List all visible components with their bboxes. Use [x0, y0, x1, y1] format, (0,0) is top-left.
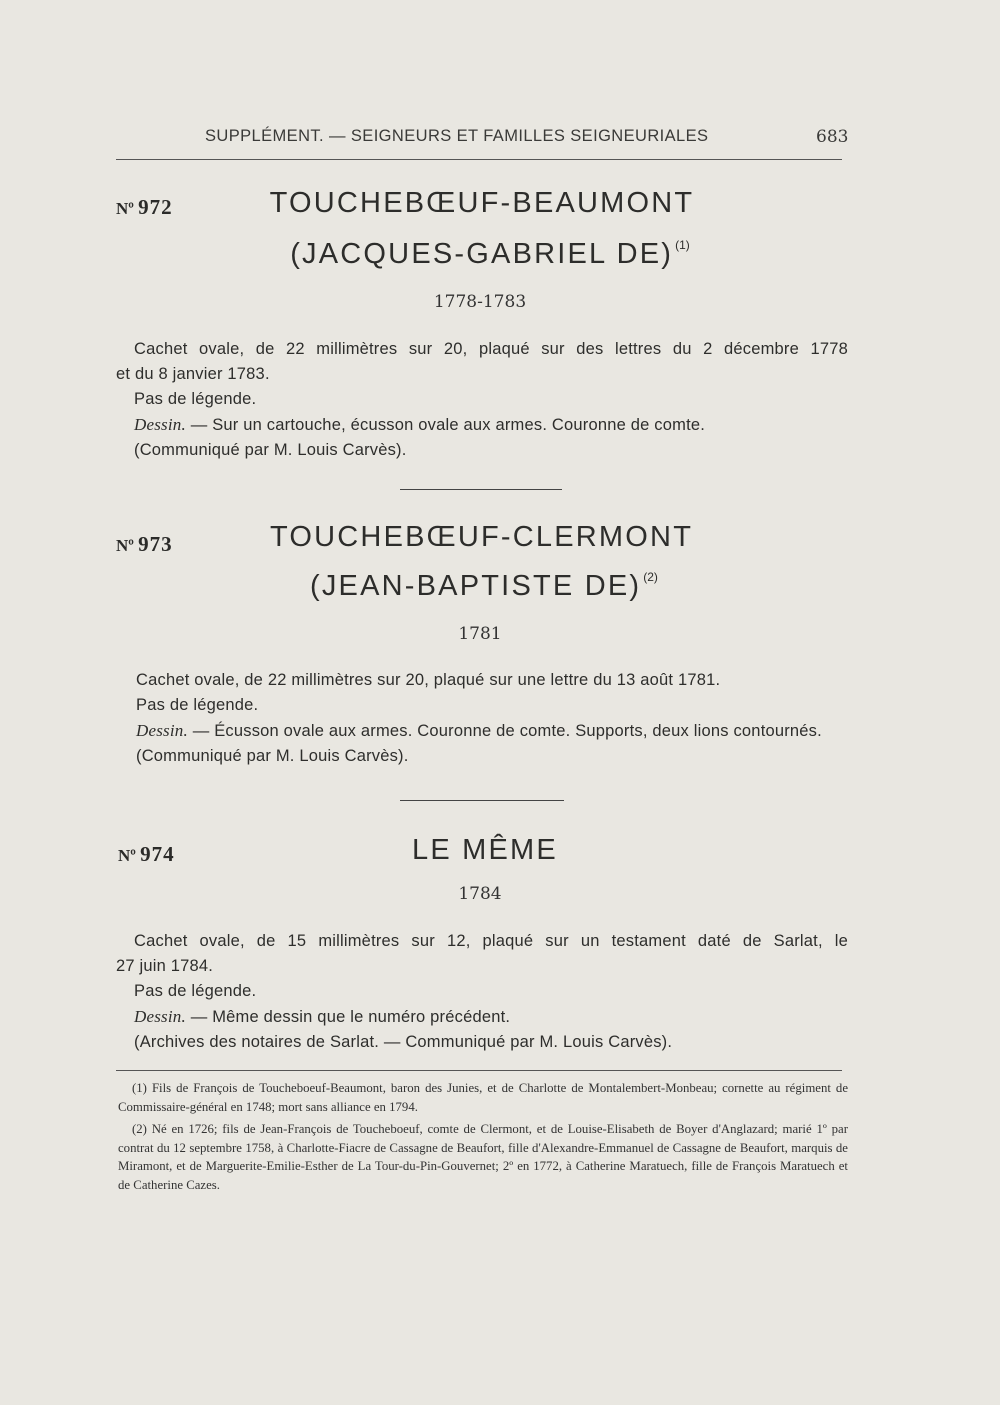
description-line: Cachet ovale, de 15 millimètres sur 12, plaqué sur un testament daté de Sarlat, le	[134, 932, 848, 950]
drawing-label: Dessin.	[134, 1007, 186, 1026]
footnote-2: (2) Né en 1726; fils de Jean-François de Toucheboeuf, comte de Clermont, et de Louise-Elisabeth de Boyer d'Anglazard; marié 1º par contrat du 12 septembre 1758, à Charlotte-Fiacre de Cassagne de Beaufort, fille d'Alexandre-Emmanuel de Cassagne de Beaufort, marquis de Miramont, et de Marguerite-Emilie-Esther de La Tour-du-Pin-Gouvernet; 2º en 1772, à Catherine Maratuech, fille de François Maratuech et de Catherine Cazes.	[118, 1122, 848, 1192]
entry-number-value: 972	[138, 195, 173, 219]
entry-title-name: (JACQUES-GABRIEL DE)	[290, 238, 674, 270]
entry-body-974	[116, 929, 848, 1055]
source-credit: (Archives des notaires de Sarlat. — Communiqué par M. Louis Carvès).	[134, 1033, 673, 1051]
footnote-ref-2: (2)	[643, 570, 658, 584]
entry-title-line2	[310, 570, 658, 603]
drawing-description	[116, 1004, 848, 1030]
footnotes	[118, 1079, 848, 1199]
entry-number-prefix: Nº	[116, 199, 134, 218]
entry-year: 1784	[458, 884, 502, 904]
entry-title-line2	[280, 238, 700, 271]
running-title: SUPPLÉMENT. — SEIGNEURS ET FAMILLES SEIGNEURIALES	[205, 127, 709, 145]
entry-title-line1: TOUCHEBŒUF-CLERMONT	[270, 521, 694, 553]
drawing-description	[118, 718, 850, 744]
section-separator	[400, 489, 562, 490]
drawing-description	[116, 412, 848, 438]
drawing-text: — Écusson ovale aux armes. Couronne de comte. Supports, deux lions contournés.	[187, 722, 822, 740]
description-line: Cachet ovale, de 22 millimètres sur 20, plaqué sur des lettres du 2 décembre 1778	[134, 340, 848, 358]
source-credit: (Communiqué par M. Louis Carvès).	[134, 441, 407, 459]
entry-number-value: 973	[138, 532, 173, 556]
entry-number-prefix: Nº	[116, 536, 134, 555]
entry-title-name: (JEAN-BAPTISTE DE)	[310, 570, 642, 602]
page-number: 683	[816, 127, 849, 147]
header-rule	[116, 159, 842, 160]
footnote-1: (1) Fils de François de Toucheboeuf-Beaumont, baron des Junies, et de Charlotte de Montalembert-Monbeau; cornette au régiment de Commissaire-général en 1748; mort sans alliance en 1794.	[118, 1081, 848, 1114]
description-line: 27 juin 1784.	[116, 957, 214, 975]
entry-number-973	[116, 532, 173, 557]
entry-number-974	[118, 842, 175, 867]
entry-number-value: 974	[140, 842, 175, 866]
description-line: Cachet ovale, de 22 millimètres sur 20, plaqué sur une lettre du 13 août 1781.	[136, 671, 721, 689]
description-line: et du 8 janvier 1783.	[116, 365, 270, 383]
entry-body-973	[118, 668, 850, 769]
entry-year: 1781	[458, 624, 502, 644]
footnote-rule	[116, 1070, 842, 1071]
drawing-text: — Même dessin que le numéro précédent.	[185, 1008, 511, 1026]
entry-number-972	[116, 195, 173, 220]
entry-body-972	[116, 337, 848, 463]
drawing-text: — Sur un cartouche, écusson ovale aux armes. Couronne de comte.	[185, 416, 706, 434]
drawing-label: Dessin.	[136, 721, 188, 740]
source-credit: (Communiqué par M. Louis Carvès).	[136, 747, 409, 765]
legend-text: Pas de légende.	[134, 982, 257, 1000]
entry-title-line1: TOUCHEBŒUF-BEAUMONT	[269, 187, 695, 219]
legend-text: Pas de légende.	[136, 696, 259, 714]
footnote-ref-1: (1)	[675, 238, 690, 252]
section-separator	[400, 800, 564, 801]
entry-year: 1778-1783	[433, 292, 527, 312]
drawing-label: Dessin.	[134, 415, 186, 434]
entry-title-line1: LE MÊME	[412, 834, 558, 866]
legend-text: Pas de légende.	[134, 390, 257, 408]
entry-number-prefix: Nº	[118, 846, 136, 865]
